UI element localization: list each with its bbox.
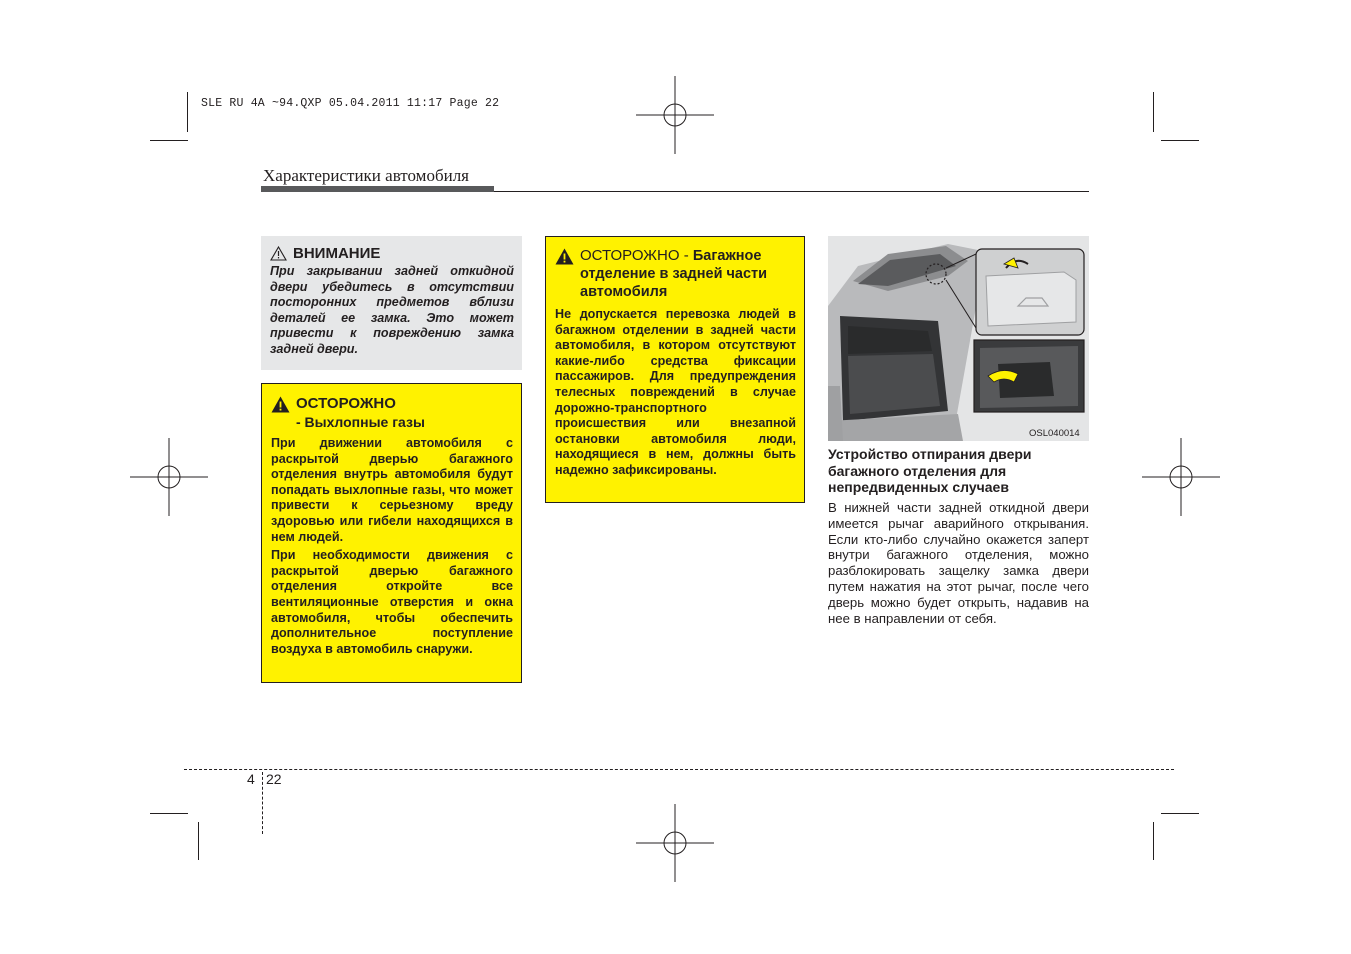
trunk-release-illustration — [828, 236, 1089, 441]
section-body: В нижней части задней откидной двери имеется рычаг аварийного открывания. Если кто-либо случайно окажется заперт внутри багажного отделения, можно разблокировать защелку замка двери путем нажатия на этот рычаг, после чего дверь можно будет открыть, надавив на нее в направлении от себя. — [828, 500, 1089, 626]
warning-icon — [271, 396, 290, 413]
registration-mark-icon — [636, 76, 714, 154]
section-title: Устройство отпирания двери багажного отделения для непредвиденных случаев — [828, 446, 1032, 495]
warning-exhaust-box — [261, 383, 522, 683]
warning-exhaust-paragraph-2: При необходимости движения с раскрытой дверью багажного отделения откройте все вентиляционные отверстия и окна автомобиля, чтобы обеспечить дополнительное поступление воздуха в автомобиль снаружи. — [271, 548, 513, 656]
footer-dashed-divider — [262, 772, 263, 834]
registration-mark-icon — [130, 438, 208, 516]
notice-title: ВНИМАНИЕ — [293, 245, 381, 262]
warning-cargo-text: Не допускается перевозка людей в багажном отделении в задней части автомобиля, в котором отсутствуют какие-либо средства фиксации пассажиров. Для предупреждения телесных повреждений в случае дорожно-транспортного происшествия или внезапной остановки автомобиля люди, находящиеся в нем, должны быть надежно зафиксированы. — [555, 307, 796, 477]
warning-cargo-title-rest: Багажное отделение в задней части автомобиля — [580, 248, 768, 300]
header-bar — [261, 186, 494, 192]
warning-cargo-box — [545, 236, 805, 503]
figure-code: OSL040014 — [1029, 428, 1080, 439]
registration-mark-icon — [1142, 438, 1220, 516]
footer-page-number: 22 — [266, 771, 282, 787]
crop-mark — [1153, 92, 1154, 132]
footer-dashed-rule — [184, 769, 1174, 770]
header-rule — [494, 191, 1089, 192]
crop-mark — [1153, 822, 1154, 860]
notice-box — [261, 236, 522, 370]
warning-cargo-title-bold: ОСТОРОЖНО - — [580, 247, 693, 264]
warning-exhaust-title-row — [271, 395, 513, 413]
caution-outline-icon — [270, 246, 287, 261]
warning-exhaust-subtitle: - Выхлопные газы — [296, 414, 425, 430]
crop-mark — [1161, 140, 1199, 141]
registration-mark-icon — [636, 804, 714, 882]
warning-cargo-title — [580, 247, 796, 301]
footer-chapter-number: 4 — [247, 771, 255, 787]
crop-mark — [198, 822, 199, 860]
page-header-title: Характеристики автомобиля — [263, 166, 469, 185]
notice-text: При закрывании задней откидной двери убедитесь в отсутствии посторонних предметов вблизи деталей ее замка. Это может привести к повреждению замка задней двери. — [270, 264, 514, 356]
warning-icon — [555, 248, 574, 265]
warning-exhaust-title: ОСТОРОЖНО — [296, 395, 396, 412]
notice-title-row — [270, 245, 514, 263]
crop-mark — [1161, 813, 1199, 814]
print-slug: SLE RU 4A ~94.QXP 05.04.2011 11:17 Page 22 — [201, 97, 500, 110]
warning-exhaust-paragraph-1: При движении автомобиля с раскрытой дверью багажного отделения внутрь автомобиля будут попадать выхлопные газы, что может привести к серьезному вреду здоровью или гибели находящихся в нем людей. — [271, 436, 513, 544]
crop-mark — [150, 140, 188, 141]
crop-mark — [187, 92, 188, 132]
crop-mark — [150, 813, 188, 814]
warning-cargo-title-row — [555, 247, 796, 301]
